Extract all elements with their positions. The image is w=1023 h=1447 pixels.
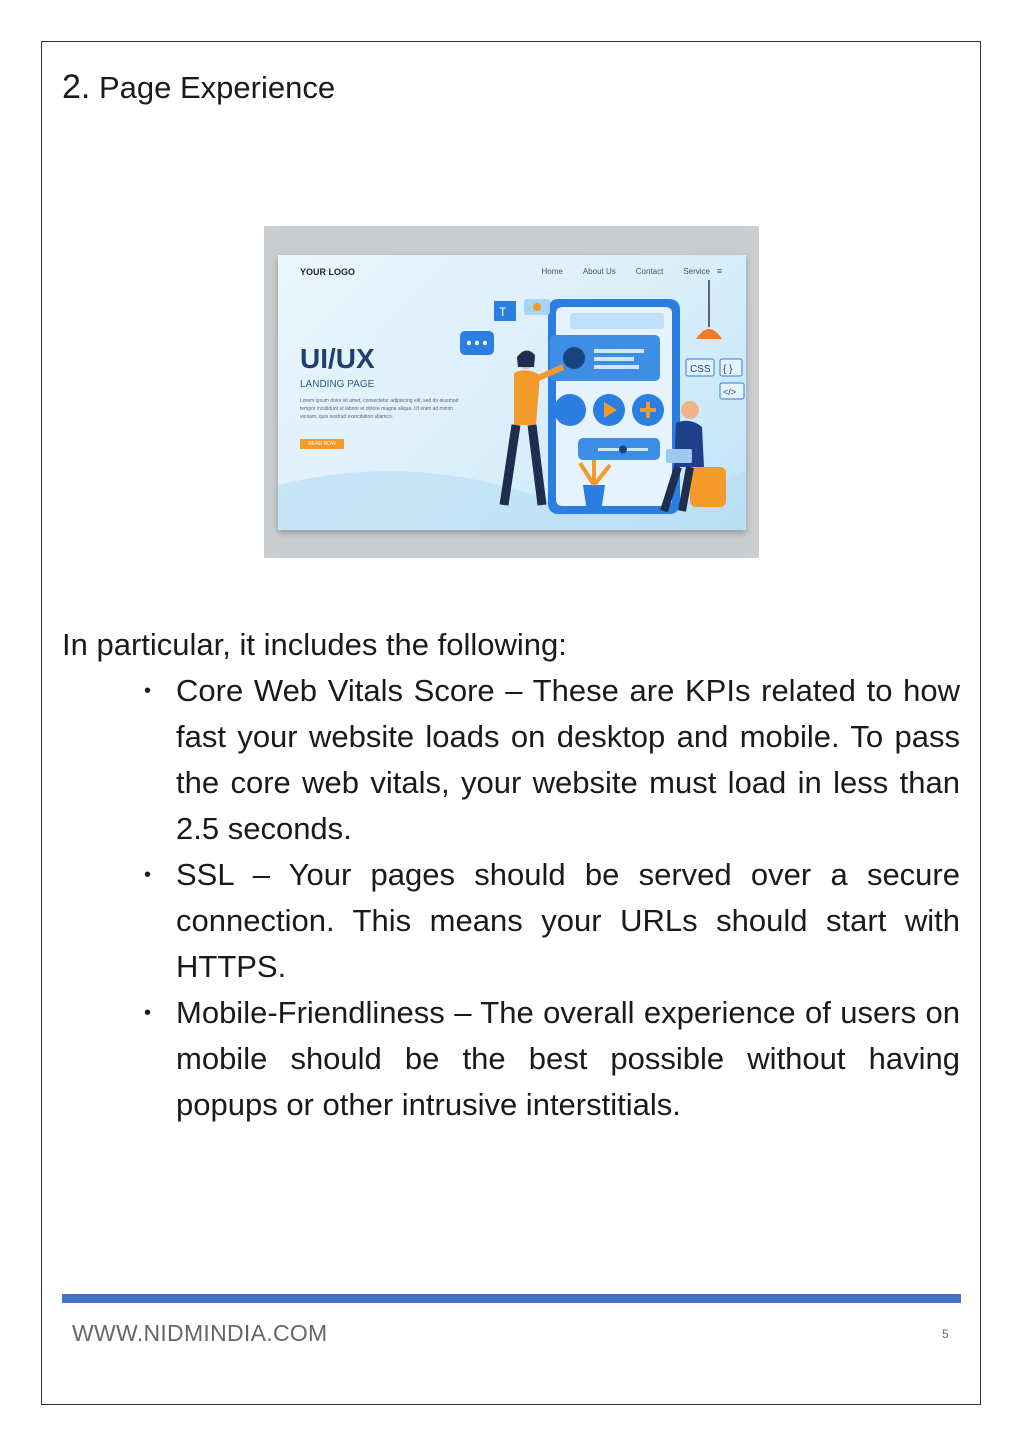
- image-icon: [554, 394, 586, 426]
- mockup-read-now-button: READ NOW: [300, 439, 344, 449]
- mockup-logo: YOUR LOGO: [300, 267, 356, 277]
- page-number: 5: [942, 1327, 949, 1341]
- mockup-subtitle: LANDING PAGE: [300, 379, 375, 390]
- list-item: [144, 852, 960, 990]
- gear-icon: [563, 347, 585, 369]
- footer-divider: [62, 1294, 961, 1303]
- volume-knob: [619, 446, 627, 454]
- mockup-nav-about: About Us: [582, 267, 616, 276]
- section-heading: [62, 68, 335, 107]
- list-item: [144, 668, 960, 852]
- braces-tag-label: { }: [723, 364, 733, 375]
- list-item-text: Core Web Vitals Score – These are KPIs related to how fast your website loads on desktop and mobile. To pass the core web vitals, your website must load in less than 2.5 seconds.: [176, 673, 960, 846]
- body-text: [62, 622, 960, 1128]
- mockup-nav-contact: Contact: [635, 267, 664, 276]
- list-item: [144, 990, 960, 1128]
- man-head: [681, 401, 699, 419]
- chat-dot-3: [483, 341, 487, 345]
- bullet-icon: •: [144, 680, 152, 702]
- woman-hair: [517, 350, 535, 367]
- chat-dot-1: [467, 341, 471, 345]
- uiux-illustration: [264, 226, 759, 558]
- footer-website: WWW.NIDMINDIA.COM: [72, 1320, 328, 1346]
- mockup-lorem: Lorem ipsum dolor sit amet, consectetur adipiscing elit, sed do eiusmod tempor incididunt ut labore et dolore magna aliqua. Ut enim ad minim veniam, quis nostrud exercitation ullamco.: [300, 398, 459, 420]
- mockup-nav-service: Service: [683, 267, 710, 276]
- phone-card-top: [570, 313, 664, 329]
- settings-line-1: [594, 349, 644, 353]
- code-tag-label: </>: [723, 387, 737, 397]
- section-number: 2.: [62, 68, 91, 106]
- section-title: Page Experience: [98, 70, 336, 105]
- bullet-icon: •: [144, 1002, 152, 1024]
- mockup-title: UI/UX: [300, 343, 375, 374]
- text-tag-label: T: [499, 305, 507, 319]
- list-item-text: SSL – Your pages should be served over a secure connection. This means your URLs should start with HTTPS.: [176, 857, 960, 984]
- laptop-icon: [666, 449, 692, 463]
- landing-page-mockup: [278, 255, 746, 530]
- bullet-icon: •: [144, 864, 152, 886]
- mockup-nav-home: Home: [541, 267, 563, 276]
- plus-v: [646, 402, 650, 418]
- illustration-art: [278, 255, 746, 530]
- lamp-icon: [696, 329, 722, 339]
- eye-icon: [533, 303, 541, 311]
- man-seat: [690, 467, 726, 507]
- intro-paragraph: In particular, it includes the following:: [62, 627, 567, 662]
- css-tag-label: CSS: [690, 364, 711, 375]
- settings-line-3: [594, 365, 639, 369]
- list-item-text: Mobile-Friendliness – The overall experience of users on mobile should be the best possible without having popups or other intrusive interstitials.: [176, 995, 960, 1122]
- settings-line-2: [594, 357, 634, 361]
- feature-list: [62, 668, 960, 1128]
- hamburger-icon: ≡: [716, 266, 722, 276]
- chat-dot-2: [475, 341, 479, 345]
